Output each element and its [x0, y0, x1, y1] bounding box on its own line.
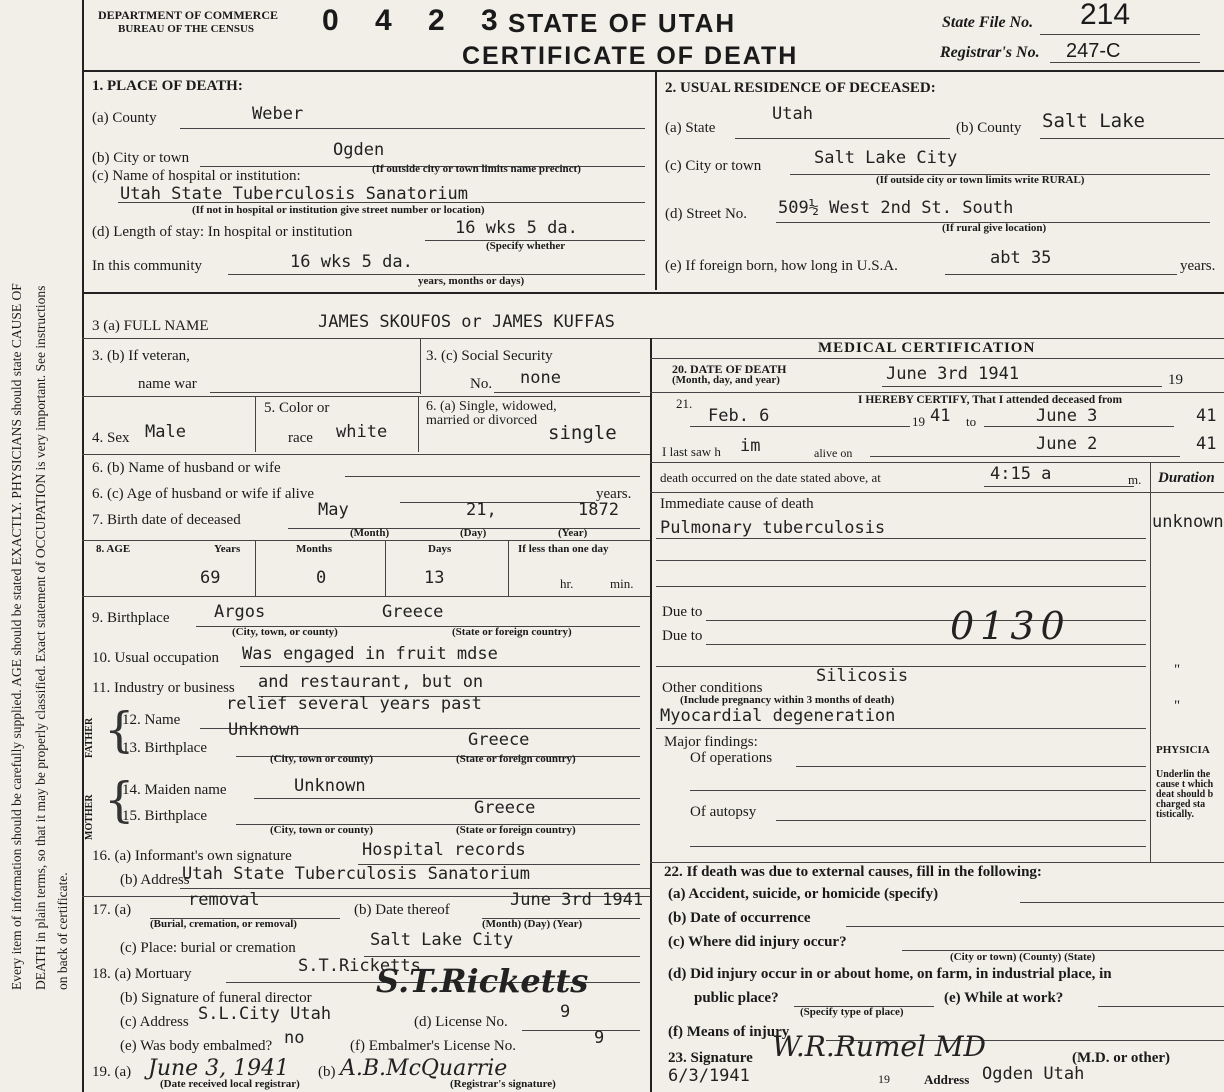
birth-sub-month: (Month) — [350, 527, 390, 539]
registrar-number: 247-C — [1066, 40, 1121, 62]
ditto-1: " — [1174, 662, 1181, 678]
age-months: 0 — [316, 568, 327, 588]
res-county: Salt Lake — [1042, 110, 1145, 132]
duration-label: Duration — [1158, 470, 1215, 486]
state-file-label: State File No. — [942, 14, 1034, 31]
cause-code: 0130 — [950, 604, 1071, 648]
signed-19: 19 — [878, 1072, 890, 1086]
community-label: In this community — [92, 258, 202, 274]
sex-divider — [255, 396, 256, 452]
foreign-years: abt 35 — [990, 248, 1052, 268]
age-years-header: Years — [214, 543, 241, 555]
ss-no-label: No. — [470, 376, 493, 392]
marital-label: 6. (a) Single, widowed, married or divorced — [426, 399, 557, 428]
immediate-line3 — [656, 586, 1146, 587]
form-left-border — [82, 0, 84, 1092]
embalmed: no — [284, 1028, 305, 1048]
death-date-19: 19 — [1168, 372, 1183, 388]
informant-signature: Hospital records — [362, 840, 526, 860]
name-rule — [82, 338, 1224, 339]
spouse-age-label: 6. (c) Age of husband or wife if alive — [92, 486, 315, 502]
to-label: to — [966, 414, 977, 429]
certificate-title: CERTIFICATE OF DEATH — [462, 42, 799, 70]
informant-address-label: (b) Address — [120, 872, 190, 888]
external-d: (d) Did injury occur in or about home, on farm, in industrial place, in — [668, 966, 1112, 982]
autopsy-line2 — [690, 846, 1146, 847]
county-label: (a) County — [92, 110, 157, 126]
burial-address: S.L.City Utah — [198, 1004, 332, 1024]
war-line — [210, 392, 420, 393]
birthplace-city-note: (City, town, or county) — [232, 626, 338, 638]
sex-label: 4. Sex — [92, 430, 130, 446]
birth-sub-year: (Year) — [558, 527, 588, 539]
external-b: (b) Date of occurrence — [668, 910, 811, 926]
birth-year: 1872 — [578, 500, 619, 520]
mortuary: S.T.Ricketts — [298, 956, 421, 976]
alive-date: June 2 — [1036, 434, 1098, 454]
res-city: Salt Lake City — [814, 148, 958, 168]
informant-address-line — [180, 888, 650, 889]
community-note: years, months or days) — [418, 275, 525, 287]
mother-tag: MOTHER — [84, 794, 95, 840]
death-date: June 3rd 1941 — [886, 364, 1020, 384]
community-value: 16 wks 5 da. — [290, 252, 413, 272]
industry-2: relief several years past — [226, 694, 482, 714]
burial-place: Salt Lake City — [370, 930, 514, 950]
death-time: 4:15 a — [990, 464, 1052, 484]
veteran-rule — [82, 396, 650, 397]
stay-label: (d) Length of stay: In hospital or institution — [92, 224, 353, 240]
color-label: 5. Color or — [264, 400, 330, 416]
ditto-2: " — [1174, 698, 1181, 714]
duration-value: unknown — [1152, 512, 1224, 532]
director-label: (b) Signature of funeral director — [120, 990, 312, 1006]
other-condition-2: Myocardial degeneration — [660, 706, 896, 726]
external-label: 22. If death was due to external causes, fill in the following: — [664, 864, 1042, 880]
war-label: name war — [138, 376, 197, 392]
race-label: race — [288, 430, 313, 446]
header-rule — [82, 70, 1224, 72]
city-label: (b) City or town — [92, 150, 190, 166]
residence-heading: 2. USUAL RESIDENCE OF DECEASED: — [665, 80, 936, 96]
specify-note: (Specify whether — [486, 240, 566, 252]
ss-label: 3. (c) Social Security — [426, 348, 553, 364]
birth-sub-day: (Day) — [460, 527, 487, 539]
age-days-header: Days — [428, 543, 452, 555]
immediate-line2 — [656, 560, 1146, 561]
instructions-line3: on back of certificate. — [55, 872, 70, 990]
race-value: white — [336, 422, 388, 442]
alive-rule — [650, 462, 1224, 463]
informant-label: 16. (a) Informant's own signature — [92, 848, 292, 864]
label-19b: (b) — [318, 1064, 336, 1080]
res-county-label: (b) County — [956, 120, 1022, 136]
date-received: June 3, 1941 — [148, 1056, 290, 1081]
age-bottom-rule — [82, 596, 650, 597]
ss-line — [494, 392, 640, 393]
duration-divider — [1150, 462, 1151, 862]
occurred-rule — [650, 492, 1224, 493]
physician-address-label: Address — [924, 1072, 970, 1087]
director-signature: S.T.Ricketts — [376, 962, 589, 1000]
father-tag: FATHER — [84, 717, 95, 758]
state-title: STATE OF UTAH — [508, 8, 737, 38]
external-public: public place? — [694, 990, 779, 1006]
occupation: Was engaged in fruit mdse — [242, 644, 498, 664]
death-date-label: 20. DATE OF DEATH — [672, 362, 787, 376]
other-conditions-label: Other conditions — [662, 680, 763, 696]
death-date-line — [882, 386, 1162, 387]
license-label: (d) License No. — [414, 1014, 508, 1030]
burial-date-note: (Month) (Day) (Year) — [482, 918, 583, 930]
burial-place-label: (c) Place: burial or cremation — [120, 940, 296, 956]
hospital-note: (If outside city or town limits name precinct) — [372, 163, 581, 175]
instructions-sidebar — [0, 0, 82, 1092]
mother-city-note: (City, town or county) — [270, 824, 374, 836]
father-name: Unknown — [228, 720, 300, 740]
attended-to-year: 41 — [1196, 406, 1217, 426]
external-c-note: (City or town) (County) (State) — [950, 951, 1096, 963]
spouse-label: 6. (b) Name of husband or wife — [92, 460, 281, 476]
signature-label: 23. Signature — [668, 1050, 753, 1066]
age-label: 8. AGE — [96, 543, 131, 555]
public-note: (Specify type of place) — [800, 1006, 904, 1018]
embalmed-label: (e) Was body embalmed? — [120, 1038, 273, 1054]
ss-divider — [420, 338, 421, 394]
father-city-note: (City, town or county) — [270, 753, 374, 765]
ss-value: none — [520, 368, 561, 388]
industry-label: 11. Industry or business — [92, 680, 235, 696]
physician-tag: PHYSICIA — [1156, 744, 1210, 756]
autopsy-line — [776, 820, 1146, 821]
res-state: Utah — [772, 104, 813, 124]
license-line — [522, 1030, 640, 1031]
age-div2 — [385, 540, 386, 596]
res-state-line — [735, 138, 950, 139]
age-lessday-header: If less than one day — [518, 543, 609, 555]
birthplace-country: Greece — [382, 602, 444, 622]
other-condition-1: Silicosis — [816, 666, 909, 686]
from-year-prefix: 19 — [912, 414, 925, 429]
veteran-label: 3. (b) If veteran, — [92, 348, 190, 364]
occupation-label: 10. Usual occupation — [92, 650, 220, 666]
section1-divider — [655, 70, 657, 290]
attended-from: Feb. 6 — [708, 406, 770, 426]
external-a: (a) Accident, suicide, or homicide (specify) — [668, 886, 939, 902]
burial-label: 17. (a) — [92, 902, 132, 918]
last-saw-label: I last saw h — [662, 444, 721, 459]
medical-heading: MEDICAL CERTIFICATION — [818, 340, 1036, 356]
external-e: (e) While at work? — [944, 990, 1064, 1006]
instructions-line2: DEATH in plain terms, so that it may be properly classified. Exact statement of OCCUPATION is very important. See instructions — [33, 285, 48, 990]
medical-head-rule — [650, 358, 1224, 359]
time-m: m. — [1128, 472, 1142, 487]
father-name-label: 12. Name — [122, 712, 181, 728]
foreign-label: (e) If foreign born, how long in U.S.A. — [665, 258, 898, 274]
alive-year: 41 — [1196, 434, 1217, 454]
alive-on-label: alive on — [814, 446, 853, 460]
age-years: 69 — [200, 568, 221, 588]
full-name: JAMES SKOUFOS or JAMES KUFFAS — [318, 312, 615, 332]
external-e-line — [1098, 1006, 1224, 1007]
emb-license: 9 — [594, 1028, 605, 1048]
attended-to: June 3 — [1036, 406, 1098, 426]
md-label: (M.D. or other) — [1072, 1050, 1171, 1066]
due2-line — [706, 644, 1146, 645]
birthplace-state-note: (State or foreign country) — [452, 626, 572, 638]
death-date-sub: (Month, day, and year) — [672, 374, 780, 386]
hospital-name: Utah State Tuberculosis Sanatorium — [120, 184, 468, 204]
underline-note: Underlin the cause t which deat should b charged sta tistically. — [1156, 769, 1214, 820]
time-line — [984, 486, 1134, 487]
spouse-years: years. — [596, 486, 632, 502]
birth-month: May — [318, 500, 349, 520]
due1-line — [706, 620, 1146, 621]
physician-signature: W.R.Rumel MD — [772, 1030, 986, 1063]
marital-value: single — [548, 422, 617, 444]
registrar-signature: A.B.McQuarrie — [340, 1056, 508, 1081]
birthplace-label: 9. Birthplace — [92, 610, 170, 626]
age-months-header: Months — [296, 543, 333, 555]
hospital-note2: (If not in hospital or institution give street number or location) — [192, 204, 485, 216]
father-birthplace: Greece — [468, 730, 530, 750]
res-street-note: (If rural give location) — [942, 222, 1047, 234]
death-date-rule — [650, 392, 1224, 393]
removal-note: (Burial, cremation, or removal) — [150, 918, 297, 930]
major-findings-label: Major findings: — [664, 734, 758, 750]
operations-line2 — [690, 790, 1146, 791]
spouse-line — [345, 476, 640, 477]
immediate-label: Immediate cause of death — [660, 496, 814, 512]
section2-rule — [82, 292, 1224, 294]
age-days: 13 — [424, 568, 445, 588]
other-line — [656, 728, 1146, 729]
burial-date: June 3rd 1941 — [510, 890, 644, 910]
death-county: Weber — [252, 104, 304, 124]
age-top-rule — [82, 540, 650, 541]
last-saw-value: im — [740, 436, 761, 456]
label-21: 21. — [676, 396, 693, 411]
occupation-line — [240, 666, 640, 667]
certify-text: I HEREBY CERTIFY, That I attended deceased from — [858, 394, 1123, 406]
label-19a: 19. (a) — [92, 1064, 132, 1080]
race-divider — [418, 396, 419, 452]
res-city-label: (c) City or town — [665, 158, 762, 174]
sex-rule — [82, 454, 650, 455]
dept-line1: DEPARTMENT OF COMMERCE — [98, 8, 279, 22]
mother-brace: { — [104, 772, 135, 828]
mother-name-line — [254, 798, 640, 799]
from-line — [690, 426, 910, 427]
res-street-label: (d) Street No. — [665, 206, 748, 222]
res-county-line — [1040, 138, 1224, 139]
to-line — [984, 426, 1174, 427]
cert-number: 0 4 2 3 — [322, 4, 512, 37]
mother-birthplace: Greece — [474, 798, 536, 818]
birth-day: 21, — [466, 500, 497, 520]
mother-name-label: 14. Maiden name — [122, 782, 227, 798]
mother-state-note: (State or foreign country) — [456, 824, 576, 836]
mother-name: Unknown — [294, 776, 366, 796]
immediate-cause: Pulmonary tuberculosis — [660, 518, 886, 538]
physician-address: Ogden Utah — [982, 1064, 1085, 1084]
sex-value: Male — [145, 422, 186, 442]
res-city-note: (If outside city or town limits write RURAL) — [876, 174, 1085, 186]
stay-value: 16 wks 5 da. — [455, 218, 578, 238]
registrar-note: (Registrar's signature) — [450, 1078, 556, 1090]
emb-license-label: (f) Embalmer's License No. — [350, 1038, 516, 1054]
father-brace: { — [104, 702, 135, 758]
external-rule — [650, 862, 1224, 863]
instructions-line1: Every item of information should be carefully supplied. AGE should be stated EXACTLY. PHYSICIANS should state CAUSE OF — [9, 283, 24, 990]
spouse-age-line — [400, 502, 595, 503]
foreign-line — [945, 274, 1177, 275]
operations-line — [796, 766, 1146, 767]
due-to-2: Due to — [662, 628, 703, 644]
foreign-years-label: years. — [1180, 258, 1216, 274]
external-b-line — [846, 926, 1224, 927]
mother-bp-label: 15. Birthplace — [122, 808, 207, 824]
age-div3 — [508, 540, 509, 596]
burial-date-label: (b) Date thereof — [354, 902, 450, 918]
signed-date: 6/3/1941 — [668, 1066, 750, 1086]
death-city: Ogden — [333, 140, 385, 160]
full-name-label: 3 (a) FULL NAME — [92, 318, 209, 334]
hospital-label: (c) Name of hospital or institution: — [92, 168, 301, 184]
father-bp-label: 13. Birthplace — [122, 740, 207, 756]
autopsy-label: Of autopsy — [690, 804, 757, 820]
registrar-label: Registrar's No. — [940, 44, 1040, 61]
operations-label: Of operations — [690, 750, 773, 766]
dept-line2: BUREAU OF THE CENSUS — [118, 23, 255, 35]
informant-address: Utah State Tuberculosis Sanatorium — [182, 864, 530, 884]
alive-line — [870, 456, 1180, 457]
received-note: (Date received local registrar) — [160, 1078, 300, 1090]
county-line — [180, 128, 645, 129]
place-of-death-heading: 1. PLACE OF DEATH: — [92, 78, 243, 94]
due-to-1: Due to — [662, 604, 703, 620]
license-no: 9 — [560, 1002, 571, 1022]
burial-removal: removal — [188, 890, 260, 910]
age-min: min. — [610, 576, 634, 591]
external-a-line — [1020, 902, 1224, 903]
age-hr: hr. — [560, 576, 574, 591]
father-state-note: (State or foreign country) — [456, 753, 576, 765]
state-file-number: 214 — [1080, 0, 1131, 31]
main-divider — [650, 338, 652, 1092]
industry: and restaurant, but on — [258, 672, 484, 692]
burial-address-label: (c) Address — [120, 1014, 189, 1030]
other-note: (Include pregnancy within 3 months of death) — [680, 694, 895, 706]
mortuary-label: 18. (a) Mortuary — [92, 966, 192, 982]
external-c: (c) Where did injury occur? — [668, 934, 847, 950]
occurred-label: death occurred on the date stated above, at — [660, 470, 881, 485]
immediate-line — [656, 538, 1146, 539]
age-div1 — [255, 540, 256, 596]
hospital-line — [118, 202, 645, 203]
res-state-label: (a) State — [665, 120, 716, 136]
external-f: (f) Means of injury — [668, 1024, 790, 1040]
res-street: 509½ West 2nd St. South — [778, 198, 1014, 218]
state-file-line — [1040, 34, 1200, 35]
birthplace-city: Argos — [214, 602, 266, 622]
birth-label: 7. Birth date of deceased — [92, 512, 241, 528]
attended-from-year: 41 — [930, 406, 951, 426]
